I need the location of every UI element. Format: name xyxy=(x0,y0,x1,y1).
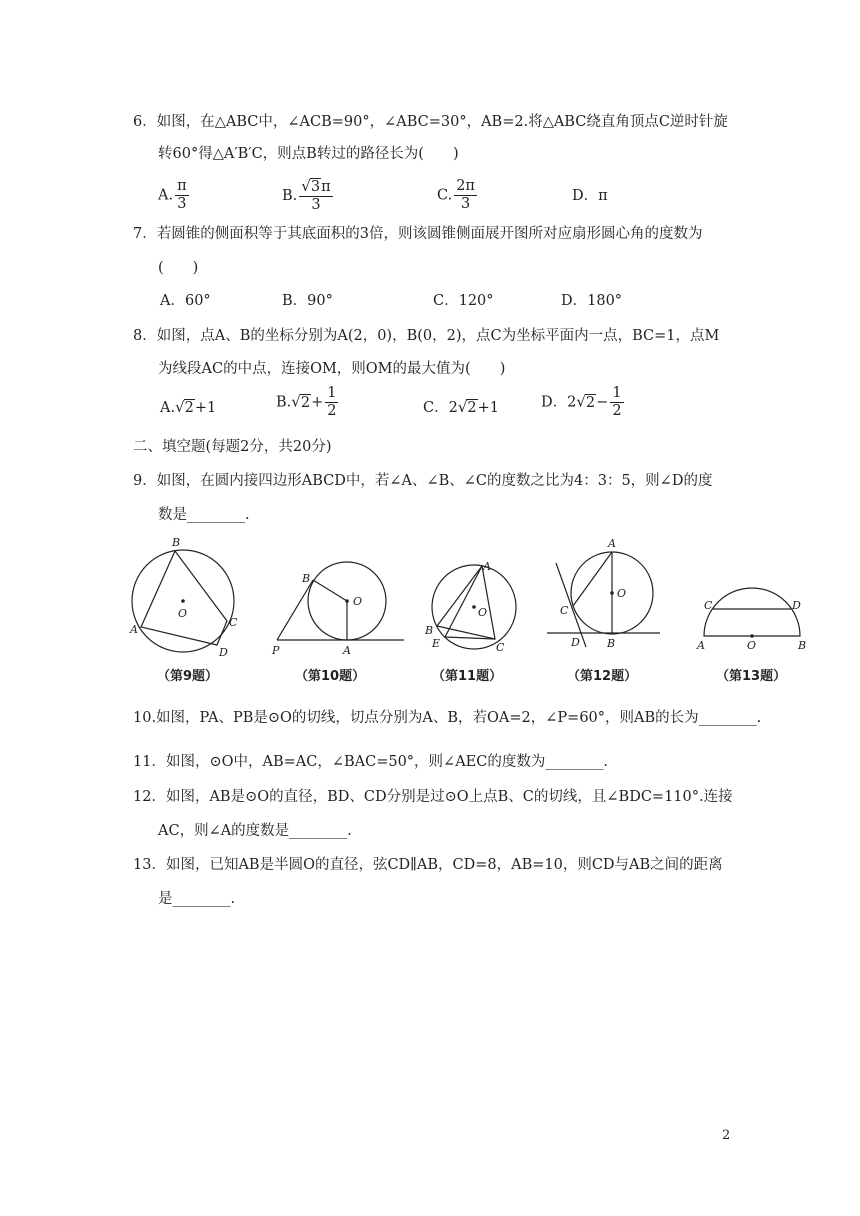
q9-line1: 9．如图，在圆内接四边形ABCD中，若∠A、∠B、∠C的度数之比为4：3：5，则∠D的度 xyxy=(133,473,713,489)
fig11-label-c: C xyxy=(496,641,505,654)
q13-line1: 13．如图，已知AB是半圆O的直径，弦CD∥AB，CD=8，AB=10，则CD与AB之间的距离 xyxy=(133,857,723,873)
q6-option-a-den: 3 xyxy=(177,196,187,212)
fig10-line-pb xyxy=(277,580,313,640)
q7-line1: 7．若圆锥的侧面积等于其底面积的3倍，则该圆锥侧面展开图所对应扇形圆心角的度数为 xyxy=(133,226,703,242)
q6-option-c-den: 3 xyxy=(460,196,471,212)
q6-line1: 6．如图，在△ABC中，∠ACB=90°，∠ABC=30°，AB=2.将△ABC绕直角顶点C逆时针旋 xyxy=(133,114,728,130)
caption-fig13: （第13题） xyxy=(716,669,787,684)
fig9-label-a: A xyxy=(130,623,138,636)
q7-option-b: B．90° xyxy=(282,293,333,309)
q6-line2: 转60°得△A′B′C，则点B转过的路径长为( ) xyxy=(158,146,459,162)
q8-option-b-label: B. xyxy=(276,394,292,411)
fig12-label-d: D xyxy=(571,636,580,649)
q6-option-c-num: 2π xyxy=(456,178,475,194)
q8-option-c-tail: +1 xyxy=(477,400,499,416)
q8-option-b-fraction xyxy=(325,385,338,420)
fig11-label-e: E xyxy=(432,637,441,650)
q8-option-b: B.√2+ $\frac{1}{2}$ xyxy=(276,385,337,419)
q8-option-c: C．2√2+1 xyxy=(423,398,499,416)
q8-line2: 为线段AC的中点，连接OM，则OM的最大值为( ) xyxy=(158,361,506,377)
fig12-label-c: C xyxy=(560,604,569,617)
page-number: 2 xyxy=(722,1128,731,1143)
fig13-label-b: B xyxy=(798,639,807,652)
fig11-triangle xyxy=(437,566,495,639)
q8-option-d-rad: 2 xyxy=(585,394,596,411)
caption-fig11: （第11题） xyxy=(432,669,503,684)
q8-option-c-rad: 2 xyxy=(467,400,477,416)
q8-option-b-rad: 2 xyxy=(300,394,311,411)
q6-option-b-num: √3π xyxy=(301,177,331,195)
q8-option-d-den: 2 xyxy=(612,403,622,419)
q6-option-b-fraction xyxy=(299,178,332,214)
fig13-label-d: D xyxy=(792,599,801,612)
fig11-label-o: O xyxy=(478,606,488,619)
q8-option-b-plus: + xyxy=(311,394,324,411)
q12-line2: AC，则∠A的度数是________. xyxy=(158,823,352,839)
q8-option-d: D．2√2− $\frac{1}{2}$ xyxy=(541,385,622,419)
fig9-label-c: C xyxy=(229,616,238,629)
q6-option-a-label: A. xyxy=(158,187,174,204)
q8-option-a-tail: +1 xyxy=(194,400,217,416)
q6-option-c-fraction xyxy=(454,178,477,213)
fig10-label-b: B xyxy=(302,572,311,585)
q9-line2: 数是________. xyxy=(158,507,250,523)
q6-option-a-num: π xyxy=(177,178,187,194)
q6-option-d: D．π xyxy=(572,188,608,204)
q7-line2: ( ) xyxy=(158,260,199,276)
fig12-label-o: O xyxy=(617,587,627,600)
q12-line1: 12．如图，AB是⊙O的直径，BD、CD分别是过⊙O上点B、C的切线，且∠BDC=110°.连接 xyxy=(133,789,733,805)
q8-option-d-fraction xyxy=(610,385,623,420)
q6-option-a-fraction xyxy=(175,178,189,213)
fig10-label-p: P xyxy=(272,644,280,657)
q8-line1: 8．如图，点A、B的坐标分别为A(2，0)，B(0，2)，点C为坐标平面内一点，BC=1，点M xyxy=(133,328,720,344)
figure-12 xyxy=(547,552,660,647)
fig10-line-ob xyxy=(313,580,347,601)
q7-option-a: A．60° xyxy=(160,293,211,309)
fig9-quadrilateral xyxy=(141,551,227,645)
fig13-label-a: A xyxy=(697,639,705,652)
fig12-label-a: A xyxy=(608,537,616,550)
q6-option-b-pi: π xyxy=(321,179,331,195)
q6-option-a xyxy=(158,178,191,213)
fig11-label-b: B xyxy=(425,624,434,637)
figures-row xyxy=(0,530,860,665)
caption-fig12: （第12题） xyxy=(567,669,638,684)
figure-10 xyxy=(277,562,404,640)
fig9-label-d: D xyxy=(219,646,228,659)
q8-option-d-num: 1 xyxy=(612,385,622,401)
q7-option-d: D．180° xyxy=(561,293,623,309)
q6-option-b-rad: 3 xyxy=(310,179,321,195)
fig11-label-a: A xyxy=(483,560,491,573)
fig10-label-o: O xyxy=(353,595,363,608)
q8-option-a: A.√2+1 xyxy=(160,398,217,416)
q8-option-b-den: 2 xyxy=(327,403,337,419)
fig13-label-o: O xyxy=(747,639,757,652)
q8-option-b-num: 1 xyxy=(327,385,337,401)
q6-option-c xyxy=(437,178,479,213)
caption-fig9: （第9题） xyxy=(157,669,219,684)
q8-option-d-label: D．2 xyxy=(541,394,577,411)
fig13-label-c: C xyxy=(704,599,713,612)
fig13-semicircle xyxy=(704,588,800,636)
figure-13 xyxy=(704,588,800,636)
fig12-line-ac xyxy=(573,552,612,606)
fig12-label-b: B xyxy=(607,637,616,650)
q8-option-a-rad: 2 xyxy=(184,400,194,416)
section-heading: 二、填空题(每题2分，共20分) xyxy=(133,439,332,455)
q8-option-c-label: C．2 xyxy=(423,400,458,416)
caption-fig10: （第10题） xyxy=(295,669,366,684)
q6-option-b-den: 3 xyxy=(311,197,321,213)
q6-option-b xyxy=(282,178,335,214)
fig9-label-b: B xyxy=(172,536,181,549)
q8-option-a-label: A. xyxy=(160,400,176,416)
q6-option-c-label: C. xyxy=(437,187,453,204)
q7-option-c: C．120° xyxy=(433,293,494,309)
fig9-label-o: O xyxy=(178,607,188,620)
fig11-line-ae xyxy=(445,566,482,637)
q10-line: 10.如图，PA、PB是⊙O的切线，切点分别为A、B，若OA=2，∠P=60°，则AB的长为________. xyxy=(133,710,762,726)
fig10-label-a: A xyxy=(343,644,351,657)
q13-line2: 是________. xyxy=(158,891,236,907)
q6-option-b-label: B. xyxy=(282,188,298,204)
q11-line: 11．如图，⊙O中，AB=AC，∠BAC=50°，则∠AEC的度数为________. xyxy=(133,754,608,770)
q8-option-d-minus: − xyxy=(596,394,609,411)
